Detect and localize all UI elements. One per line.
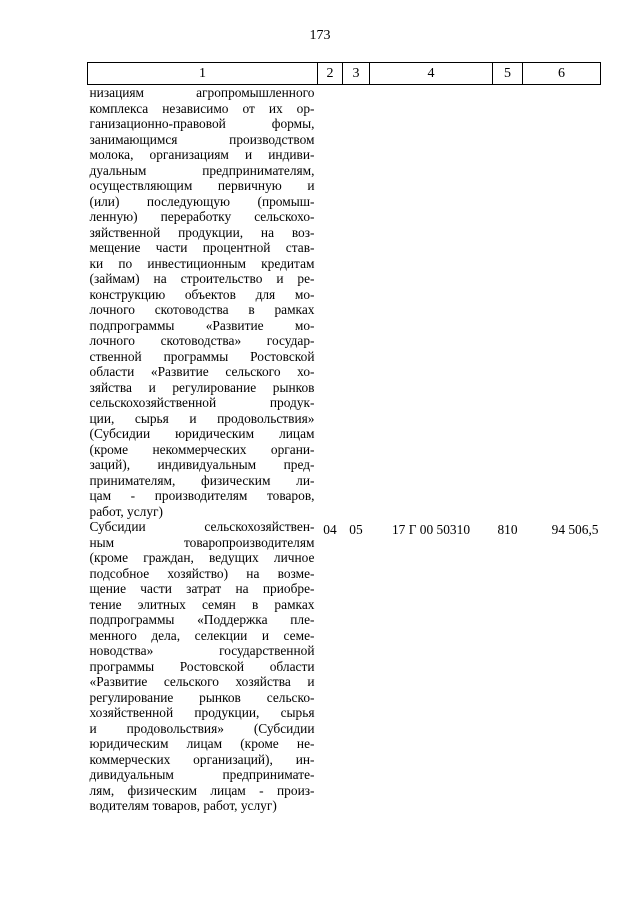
description-line: (Субсидии юридическим лицам xyxy=(89,426,315,441)
description-line: ки по инвестиционным кредитам xyxy=(89,255,315,271)
description-line: заций), индивидуальным пред- xyxy=(89,457,315,472)
row-subsection: 05 xyxy=(349,522,363,537)
description-line: подпрограммы «Развитие мо- xyxy=(89,317,315,333)
header-col-5: 5 xyxy=(493,63,523,85)
row-expense-type: 810 xyxy=(497,522,518,537)
table-row xyxy=(88,519,601,814)
description-line: низациям агропромышленного xyxy=(89,85,315,100)
row-target-article xyxy=(370,85,493,520)
row-description xyxy=(88,85,318,520)
description-line: (займам) на строительство и ре- xyxy=(89,271,315,286)
description-line: сельскохозяйственной продук- xyxy=(89,395,315,410)
description-line: щение части затрат на приобре- xyxy=(89,581,315,596)
description-line: юридическим лицам (кроме не- xyxy=(89,736,315,751)
header-col-6: 6 xyxy=(523,63,601,85)
description-line: лям, физическим лицам - произ- xyxy=(89,782,315,798)
description-line: комплекса независимо от их ор- xyxy=(89,100,315,116)
header-col-1: 1 xyxy=(88,63,318,85)
table-header-row xyxy=(88,63,601,85)
description-line: хозяйственной продукции, сырья xyxy=(89,705,315,720)
description-line: ленную) переработку сельскохо- xyxy=(89,209,315,224)
description-line: осуществляющим первичную и xyxy=(89,178,315,193)
description-line: ганизационно-правовой формы, xyxy=(89,116,315,131)
description-line: подсобное хозяйство) на возме- xyxy=(89,565,315,581)
description-line: цам - производителям товаров, xyxy=(89,488,315,503)
row-amount xyxy=(523,85,601,520)
description-line: дуальным предпринимателям, xyxy=(89,162,315,178)
description-line: ственной программы Ростовской xyxy=(89,348,315,364)
description-line: ным товаропроизводителям xyxy=(89,534,315,550)
description-line: (или) последующую (промыш- xyxy=(89,193,315,209)
description-line: зяйства и регулирование рынков xyxy=(89,379,315,395)
description-line: лочного скотоводства» государ- xyxy=(89,333,315,348)
description-line: коммерческих организаций), ин- xyxy=(89,751,315,767)
description-line: и продовольствия» (Субсидии xyxy=(89,720,315,736)
description-line: зяйственной продукции, на воз- xyxy=(89,224,315,240)
budget-table xyxy=(87,62,601,814)
description-line: занимающимся производством xyxy=(89,131,315,147)
description-line: принимателям, физическим ли- xyxy=(89,472,315,488)
row-description xyxy=(88,519,318,814)
row-subsection xyxy=(343,85,370,520)
description-line: программы Ростовской области xyxy=(89,658,315,674)
table-row xyxy=(88,85,601,520)
row-expense-type xyxy=(493,85,523,520)
description-line: Субсидии сельскохозяйствен- xyxy=(89,519,315,534)
description-line: дивидуальным предпринимате- xyxy=(89,767,315,782)
page-number: 173 xyxy=(309,28,331,43)
description-line: тение элитных семян в рамках xyxy=(89,596,315,612)
header-col-4: 4 xyxy=(370,63,493,85)
description-line: лочного скотоводства в рамках xyxy=(89,302,315,317)
description-line: мещение части процентной став- xyxy=(89,240,315,255)
description-line: подпрограммы «Поддержка пле- xyxy=(89,612,315,627)
description-line: (кроме некоммерческих органи- xyxy=(89,441,315,457)
description-line: (кроме граждан, ведущих личное xyxy=(89,550,315,565)
description-line: области «Развитие сельского хо- xyxy=(89,364,315,379)
row-amount: 94 506,5 xyxy=(551,522,599,537)
description-line: молока, организациям и индиви- xyxy=(89,147,315,162)
description-line: конструкцию объектов для мо- xyxy=(89,286,315,302)
row-target-article: 17 Г 00 50310 xyxy=(391,522,471,537)
header-col-3: 3 xyxy=(343,63,370,85)
description-line: работ, услуг) xyxy=(89,503,163,519)
description-line: водителям товаров, работ, услуг) xyxy=(89,798,277,813)
description-line: менного дела, селекции и семе- xyxy=(89,627,315,643)
row-section: 04 xyxy=(323,522,337,537)
header-col-2: 2 xyxy=(318,63,343,85)
description-line: «Развитие сельского хозяйства и xyxy=(89,674,315,689)
description-line: регулирование рынков сельско- xyxy=(89,689,315,705)
description-line: новодства» государственной xyxy=(89,643,315,658)
row-section xyxy=(318,85,343,520)
description-line: ции, сырья и продовольствия» xyxy=(89,410,315,426)
